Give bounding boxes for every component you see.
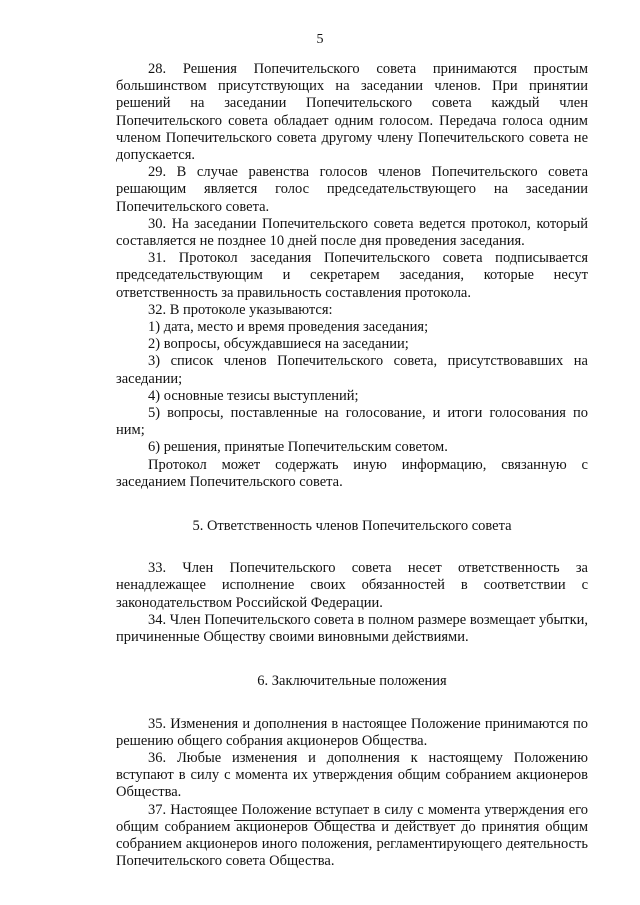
section-heading-6: 6. Заключительные положения: [257, 673, 447, 690]
paragraph-37: 37. Настоящее Положение вступает в силу с момента утверждения его общим собранием акционеров Общества и действует до принятия общим собранием акционеров иного положения, регламентирующего деятельность Попечительского совета Общества.: [116, 801, 588, 870]
document-body: [116, 61, 588, 870]
section-heading-5: 5. Ответственность членов Попечительского совета: [192, 518, 512, 535]
list-item-6: 6) решения, принятые Попечительским советом.: [148, 439, 448, 456]
list-item-2: 2) вопросы, обсуждавшиеся на заседании;: [148, 336, 409, 353]
paragraph-28: 28. Решения Попечительского совета принимаются простым большинством присутствующих на заседании членов. При принятии решений на заседании Попечительского совета каждый член Попечительского совета обладает одним голосом. Передача голоса одним членом Попечительского совета другому члену Попечительского совета не допускается.: [116, 61, 588, 164]
paragraph-30: 30. На заседании Попечительского совета ведется протокол, который составляется не позднее 10 дней после дня проведения заседания.: [116, 215, 588, 250]
list-item-4: 4) основные тезисы выступлений;: [148, 387, 359, 404]
paragraph-33: 33. Член Попечительского совета несет ответственность за ненадлежащее исполнение своих обязанностей в соответствии с законодательством Российской Федерации.: [116, 560, 588, 611]
paragraph-34: 34. Член Попечительского совета в полном размере возмещает убытки, причиненные Обществу своими виновными действиями.: [116, 611, 588, 646]
paragraph-29: 29. В случае равенства голосов членов Попечительского совета решающим является голос председательствующего на заседании Попечительского совета.: [116, 164, 588, 215]
paragraph-36: 36. Любые изменения и дополнения к настоящему Положению вступают в силу с момента их утверждения общим собранием акционеров Общества.: [116, 749, 588, 801]
paragraph-32: 32. В протоколе указываются:: [148, 301, 333, 318]
paragraph-protocol-note: Протокол может содержать иную информацию, связанную с заседанием Попечительского совета.: [116, 456, 588, 490]
paragraph-35: 35. Изменения и дополнения в настоящее Положение принимаются по решению общего собрания акционеров Общества.: [116, 715, 588, 749]
end-divider-line: [234, 820, 470, 821]
list-item-1: 1) дата, место и время проведения заседания;: [148, 319, 429, 336]
paragraph-31: 31. Протокол заседания Попечительского совета подписывается председательствующим и секретарем заседания, которые несут ответственность за правильность составления протокола.: [116, 250, 588, 301]
page-number: 5: [316, 32, 324, 47]
list-item-3: 3) список членов Попечительского совета, присутствовавших на заседании;: [116, 353, 588, 387]
list-item-5: 5) вопросы, поставленные на голосование, и итоги голосования по ним;: [116, 405, 588, 439]
